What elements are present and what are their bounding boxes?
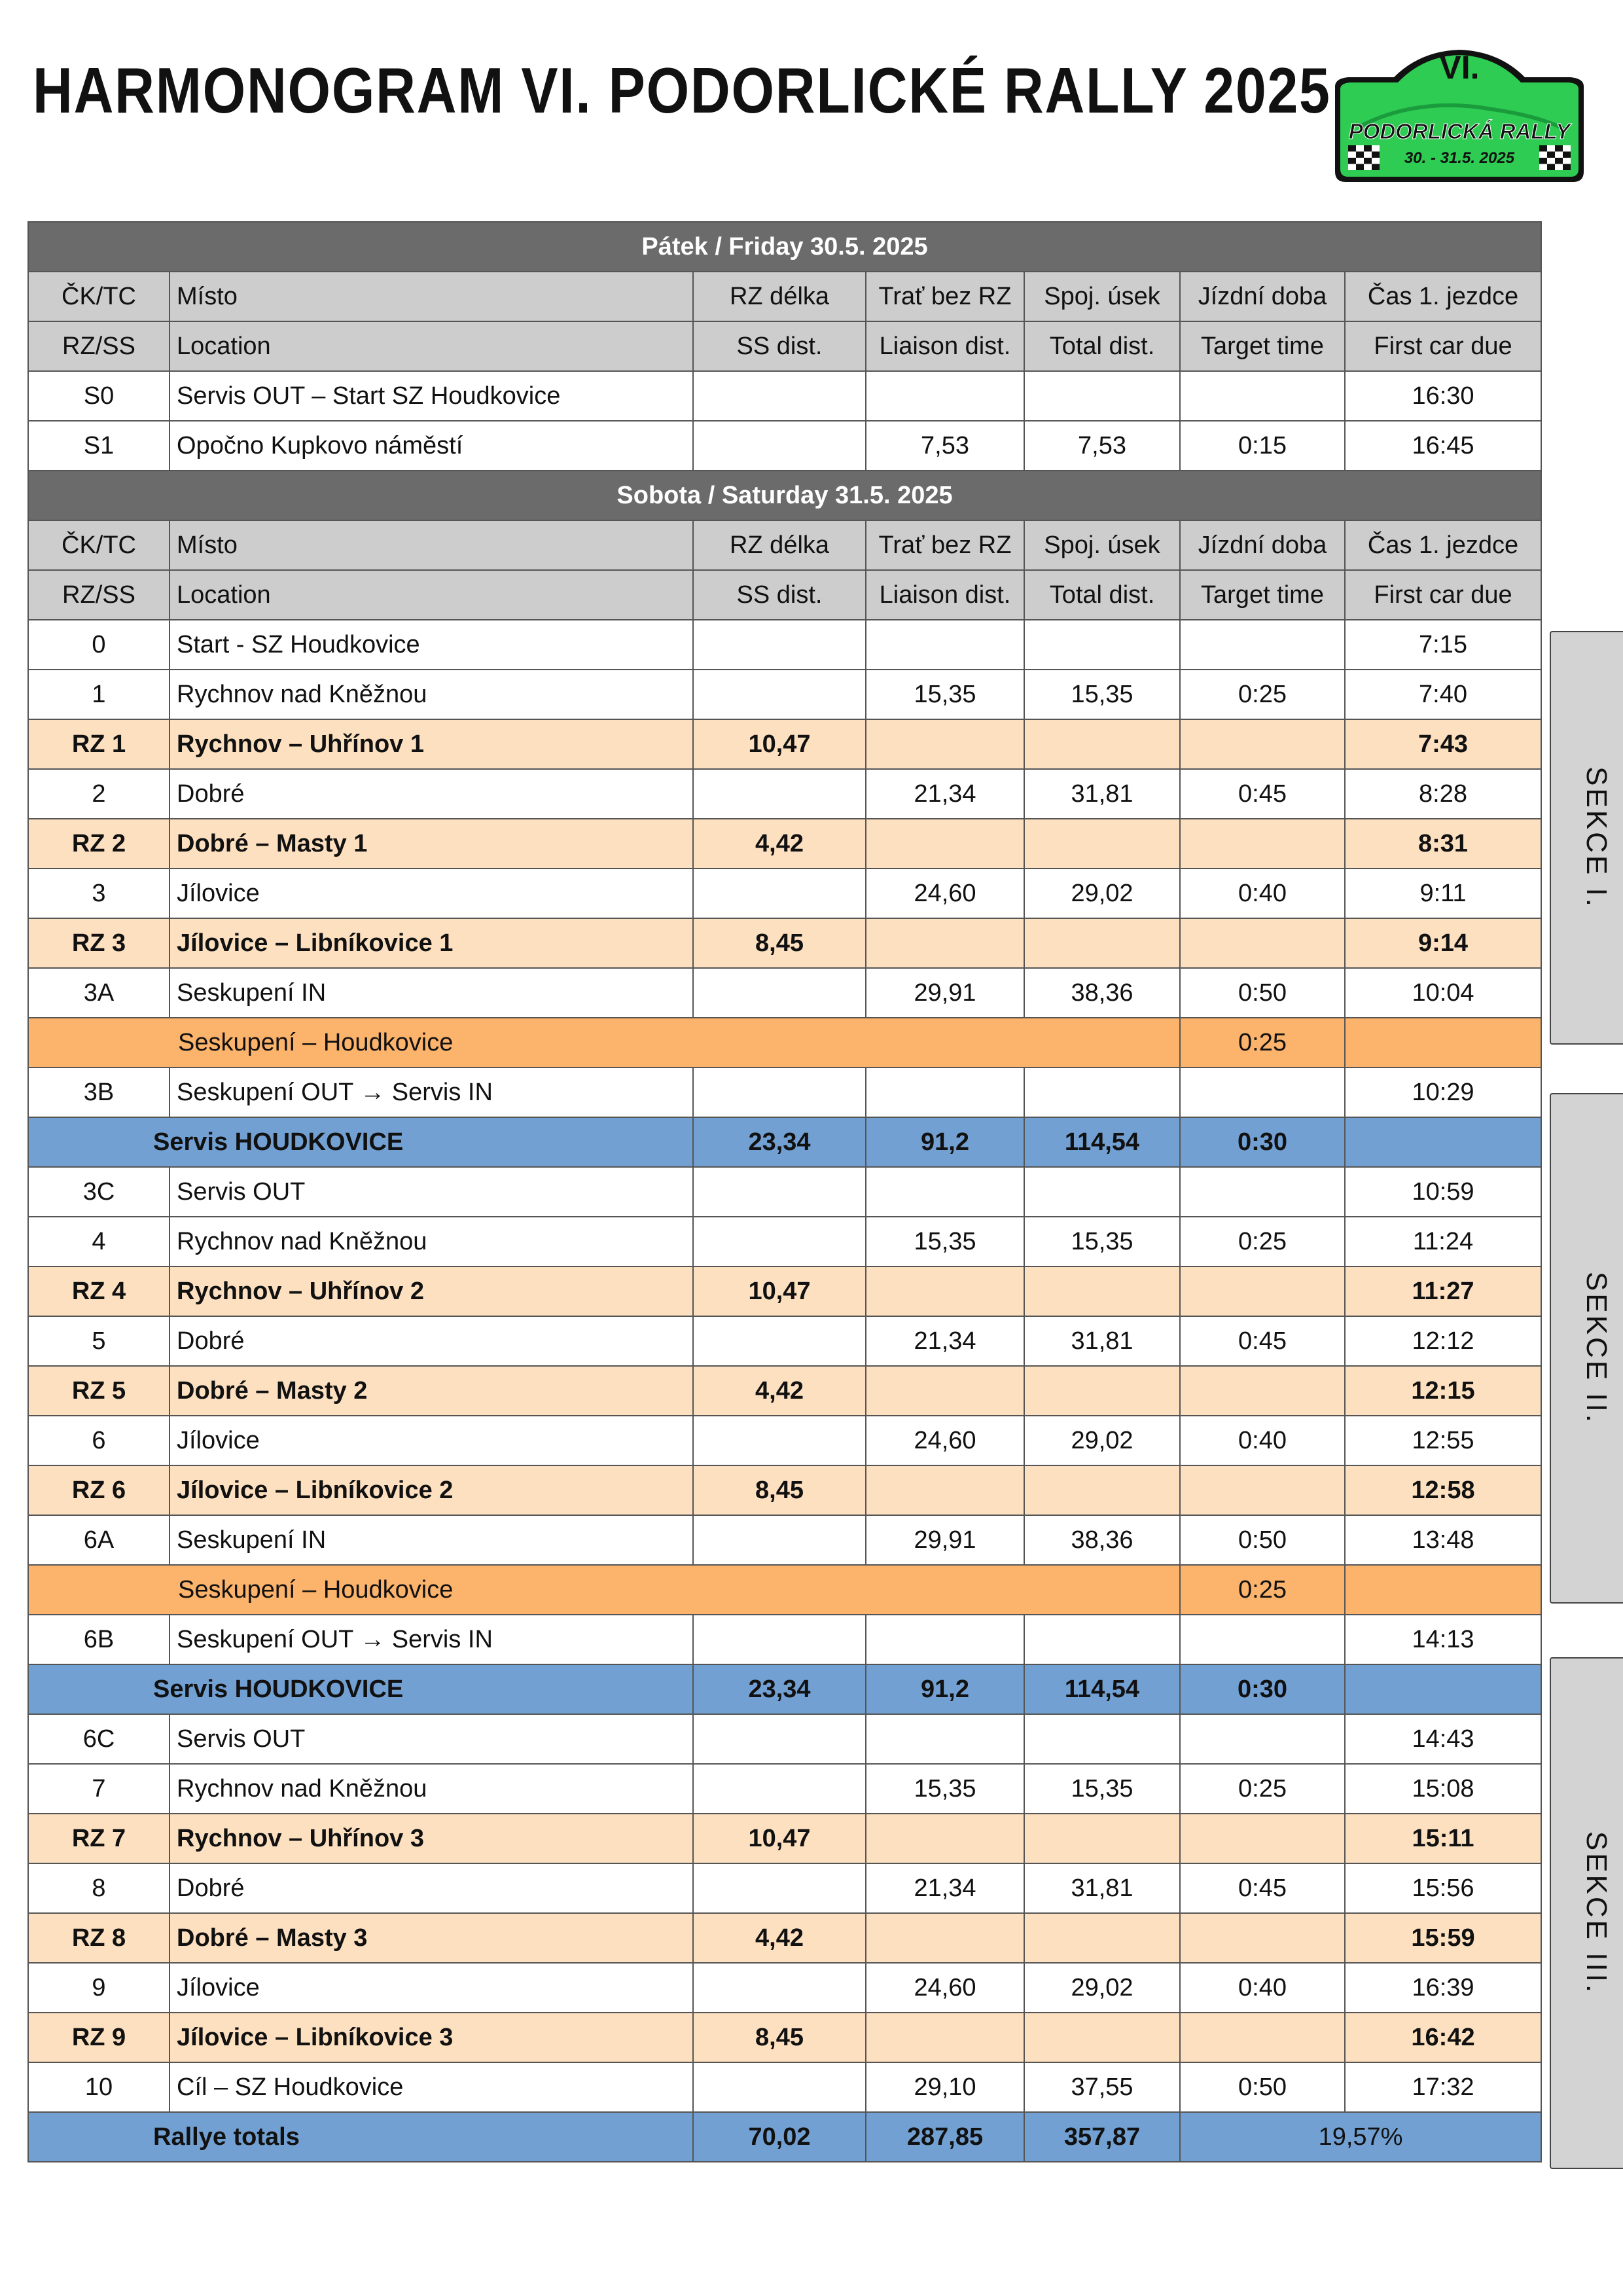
table-cell	[1024, 1067, 1180, 1117]
table-cell	[866, 371, 1024, 421]
table-cell	[1024, 371, 1180, 421]
table-cell: Rychnov nad Kněžnou	[169, 1217, 693, 1266]
table-cell: RZ 1	[28, 719, 169, 769]
table-cell	[1180, 1067, 1345, 1117]
table-cell: First car due	[1345, 570, 1541, 620]
table-cell: Jílovice – Libníkovice 2	[169, 1465, 693, 1515]
table-cell: RZ délka	[693, 272, 866, 321]
table-cell: Liaison dist.	[866, 570, 1024, 620]
table-cell: Dobré	[169, 1316, 693, 1366]
table-cell: Rychnov – Uhřínov 1	[169, 719, 693, 769]
table-cell: 4	[28, 1217, 169, 1266]
table-cell: 9	[28, 1963, 169, 2013]
table-cell: SS dist.	[693, 321, 866, 371]
table-cell: 14:13	[1345, 1615, 1541, 1664]
table-cell: Místo	[169, 272, 693, 321]
table-cell: Seskupení OUT → Servis IN	[169, 1615, 693, 1664]
table-cell: 6	[28, 1416, 169, 1465]
table-cell: Servis OUT	[169, 1714, 693, 1764]
table-row	[28, 1615, 1541, 1664]
table-cell	[866, 1167, 1024, 1217]
totals-row	[28, 2112, 1541, 2162]
table-cell: 15,35	[1024, 1764, 1180, 1814]
table-row	[28, 371, 1541, 421]
table-cell	[866, 918, 1024, 968]
table-cell: 16:39	[1345, 1963, 1541, 2013]
table-row	[28, 1416, 1541, 1465]
table-cell	[1180, 819, 1345, 869]
table-cell: S1	[28, 421, 169, 471]
table-cell: 3B	[28, 1067, 169, 1117]
table-cell: 29,91	[866, 1515, 1024, 1565]
table-cell: 0:45	[1180, 769, 1345, 819]
table-cell: 0:50	[1180, 2062, 1345, 2112]
table-cell: 4,42	[693, 819, 866, 869]
table-cell: Čas 1. jezdce	[1345, 520, 1541, 570]
table-cell	[866, 1814, 1024, 1863]
table-cell	[1024, 1366, 1180, 1416]
special-stage-row	[28, 1465, 1541, 1515]
table-cell: 16:45	[1345, 421, 1541, 471]
table-cell: 31,81	[1024, 769, 1180, 819]
table-cell: 9:11	[1345, 869, 1541, 918]
table-cell: Seskupení OUT → Servis IN	[169, 1067, 693, 1117]
table-cell	[1180, 620, 1345, 670]
section-label-3: SEKCE III.	[1550, 1657, 1623, 2169]
table-cell: RZ 9	[28, 2013, 169, 2062]
logo-edition: VI.	[1439, 49, 1480, 86]
table-cell: Total dist.	[1024, 321, 1180, 371]
table-cell: 0:45	[1180, 1863, 1345, 1913]
column-header-row	[28, 321, 1541, 371]
table-cell: Dobré – Masty 1	[169, 819, 693, 869]
table-row	[28, 620, 1541, 670]
column-header-row	[28, 272, 1541, 321]
table-cell: 7:15	[1345, 620, 1541, 670]
table-cell	[1345, 1664, 1541, 1714]
table-cell: 4,42	[693, 1366, 866, 1416]
table-cell: 1	[28, 670, 169, 719]
table-cell: 23,34	[693, 1664, 866, 1714]
table-cell: Total dist.	[1024, 570, 1180, 620]
table-row	[28, 1515, 1541, 1565]
table-cell: 0:40	[1180, 1963, 1345, 2013]
table-cell	[693, 769, 866, 819]
table-cell: Cíl – SZ Houdkovice	[169, 2062, 693, 2112]
column-header-row	[28, 570, 1541, 620]
table-cell	[693, 1217, 866, 1266]
table-cell: Servis OUT	[169, 1167, 693, 1217]
table-cell: 70,02	[693, 2112, 866, 2162]
table-cell: 29,10	[866, 2062, 1024, 2112]
table-cell: 29,02	[1024, 1963, 1180, 2013]
table-cell: 10,47	[693, 1266, 866, 1316]
table-cell	[1024, 1913, 1180, 1963]
table-cell	[866, 1266, 1024, 1316]
column-header-row	[28, 520, 1541, 570]
table-cell: RZ 3	[28, 918, 169, 968]
table-cell	[866, 1615, 1024, 1664]
table-cell: Jílovice	[169, 1416, 693, 1465]
table-cell	[1180, 918, 1345, 968]
table-cell	[693, 371, 866, 421]
table-cell: RZ 2	[28, 819, 169, 869]
table-cell: Dobré	[169, 769, 693, 819]
table-cell	[1180, 2013, 1345, 2062]
table-cell	[1024, 1167, 1180, 1217]
table-cell: 7:40	[1345, 670, 1541, 719]
table-cell: 8,45	[693, 918, 866, 968]
logo-dates: 30. - 31.5. 2025	[1404, 149, 1515, 167]
table-cell: 3A	[28, 968, 169, 1018]
table-cell	[693, 1416, 866, 1465]
table-cell	[693, 1515, 866, 1565]
table-cell: Rychnov – Uhřínov 2	[169, 1266, 693, 1316]
table-cell: RZ/SS	[28, 321, 169, 371]
table-cell: Rychnov nad Kněžnou	[169, 670, 693, 719]
table-cell: Target time	[1180, 570, 1345, 620]
table-cell	[1180, 371, 1345, 421]
logo-name: PODORLICKÁ RALLY	[1348, 119, 1571, 143]
table-cell	[693, 620, 866, 670]
table-cell: Místo	[169, 520, 693, 570]
table-cell	[1024, 1714, 1180, 1764]
table-row	[28, 769, 1541, 819]
table-cell: 8,45	[693, 2013, 866, 2062]
table-cell	[866, 2013, 1024, 2062]
table-cell: 0:30	[1180, 1664, 1345, 1714]
table-cell: S0	[28, 371, 169, 421]
table-cell: 7,53	[866, 421, 1024, 471]
checkered-flag-icon	[1539, 145, 1571, 170]
table-cell: 37,55	[1024, 2062, 1180, 2112]
day-header-row	[28, 222, 1541, 272]
table-cell: 7:43	[1345, 719, 1541, 769]
table-cell: 6B	[28, 1615, 169, 1664]
table-cell: Seskupení IN	[169, 1515, 693, 1565]
table-cell: 19,57%	[1180, 2112, 1541, 2162]
table-row	[28, 1217, 1541, 1266]
table-cell: 0:50	[1180, 1515, 1345, 1565]
table-cell: 0:40	[1180, 1416, 1345, 1465]
table-cell: 7	[28, 1764, 169, 1814]
page-title: HARMONOGRAM VI. PODORLICKÉ RALLY 2025	[33, 54, 1331, 126]
service-row	[28, 1664, 1541, 1714]
table-cell	[693, 1167, 866, 1217]
table-cell: 15:56	[1345, 1863, 1541, 1913]
checkered-flag-icon	[1348, 145, 1380, 170]
table-cell: RZ 5	[28, 1366, 169, 1416]
table-cell	[693, 421, 866, 471]
table-cell: 23,34	[693, 1117, 866, 1167]
table-cell	[1345, 1117, 1541, 1167]
table-cell: Trať bez RZ	[866, 272, 1024, 321]
table-cell: Location	[169, 321, 693, 371]
table-cell: 13:48	[1345, 1515, 1541, 1565]
table-cell: 114,54	[1024, 1664, 1180, 1714]
table-cell: Opočno Kupkovo náměstí	[169, 421, 693, 471]
table-cell: Pátek / Friday 30.5. 2025	[28, 222, 1541, 272]
table-cell	[693, 1863, 866, 1913]
table-cell: 0:40	[1180, 869, 1345, 918]
table-cell: 357,87	[1024, 2112, 1180, 2162]
table-cell: Jílovice – Libníkovice 1	[169, 918, 693, 968]
table-cell: 4,42	[693, 1913, 866, 1963]
table-cell	[693, 1764, 866, 1814]
table-cell	[693, 1963, 866, 2013]
table-cell: 31,81	[1024, 1863, 1180, 1913]
table-cell: 31,81	[1024, 1316, 1180, 1366]
table-cell: SS dist.	[693, 570, 866, 620]
table-cell: 29,02	[1024, 1416, 1180, 1465]
table-row	[28, 968, 1541, 1018]
table-cell: 15,35	[866, 1764, 1024, 1814]
table-cell	[1180, 1913, 1345, 1963]
table-cell: 114,54	[1024, 1117, 1180, 1167]
table-cell: 15:11	[1345, 1814, 1541, 1863]
regroup-row	[28, 1565, 1541, 1615]
table-cell: 38,36	[1024, 968, 1180, 1018]
table-cell: 0:25	[1180, 1217, 1345, 1266]
table-row	[28, 1067, 1541, 1117]
table-row	[28, 869, 1541, 918]
table-cell: 3	[28, 869, 169, 918]
table-row	[28, 421, 1541, 471]
table-cell	[1180, 1465, 1345, 1515]
table-cell: Dobré – Masty 3	[169, 1913, 693, 1963]
special-stage-row	[28, 719, 1541, 769]
table-cell	[693, 968, 866, 1018]
table-cell	[1024, 620, 1180, 670]
table-cell: 10:29	[1345, 1067, 1541, 1117]
table-cell	[1180, 1167, 1345, 1217]
table-cell: RZ 4	[28, 1266, 169, 1316]
table-row	[28, 1963, 1541, 2013]
section-label-1: SEKCE I.	[1550, 631, 1623, 1045]
regroup-row	[28, 1018, 1541, 1067]
table-cell: 91,2	[866, 1117, 1024, 1167]
table-cell	[1024, 1615, 1180, 1664]
table-cell: 16:30	[1345, 371, 1541, 421]
service-row	[28, 1117, 1541, 1167]
table-cell: Sobota / Saturday 31.5. 2025	[28, 471, 1541, 520]
table-cell: RZ 8	[28, 1913, 169, 1963]
table-cell: 10	[28, 2062, 169, 2112]
table-cell: 12:12	[1345, 1316, 1541, 1366]
table-cell: RZ 7	[28, 1814, 169, 1863]
table-cell: ČK/TC	[28, 520, 169, 570]
table-cell	[866, 719, 1024, 769]
table-cell	[1024, 819, 1180, 869]
table-cell	[1024, 1465, 1180, 1515]
table-cell: 0:25	[1180, 1764, 1345, 1814]
table-cell: RZ délka	[693, 520, 866, 570]
table-cell: 29,02	[1024, 869, 1180, 918]
table-row	[28, 1316, 1541, 1366]
section-label-2: SEKCE II.	[1550, 1093, 1623, 1604]
table-cell	[1024, 719, 1180, 769]
rally-logo	[1322, 47, 1597, 186]
table-cell: RZ/SS	[28, 570, 169, 620]
table-cell: 6C	[28, 1714, 169, 1764]
table-cell: 15,35	[866, 1217, 1024, 1266]
table-cell: 16:42	[1345, 2013, 1541, 2062]
table-cell: 0:15	[1180, 421, 1345, 471]
table-cell: Servis HOUDKOVICE	[28, 1664, 693, 1714]
table-cell: 10,47	[693, 1814, 866, 1863]
table-cell	[1024, 918, 1180, 968]
table-cell: Seskupení – Houdkovice	[28, 1018, 1180, 1067]
table-cell: Trať bez RZ	[866, 520, 1024, 570]
table-cell: Rallye totals	[28, 2112, 693, 2162]
table-cell	[693, 2062, 866, 2112]
table-cell: 10:04	[1345, 968, 1541, 1018]
table-cell: 12:58	[1345, 1465, 1541, 1515]
table-cell: ČK/TC	[28, 272, 169, 321]
table-cell: 6A	[28, 1515, 169, 1565]
table-cell: 10:59	[1345, 1167, 1541, 1217]
table-cell: Jílovice	[169, 1963, 693, 2013]
table-cell	[1180, 1615, 1345, 1664]
table-cell	[866, 1913, 1024, 1963]
table-cell	[1345, 1018, 1541, 1067]
table-cell: Location	[169, 570, 693, 620]
table-cell	[693, 670, 866, 719]
table-cell: Jílovice	[169, 869, 693, 918]
table-cell: 0	[28, 620, 169, 670]
special-stage-row	[28, 1366, 1541, 1416]
table-cell: 0:25	[1180, 1565, 1345, 1615]
table-cell	[693, 1714, 866, 1764]
table-cell: Jízdní doba	[1180, 272, 1345, 321]
table-row	[28, 1863, 1541, 1913]
table-cell: 24,60	[866, 1416, 1024, 1465]
table-cell: Seskupení IN	[169, 968, 693, 1018]
table-cell: 91,2	[866, 1664, 1024, 1714]
table-cell: 15,35	[1024, 670, 1180, 719]
table-cell: Rychnov nad Kněžnou	[169, 1764, 693, 1814]
table-cell	[1024, 2013, 1180, 2062]
table-cell: 0:45	[1180, 1316, 1345, 1366]
table-cell	[1024, 1266, 1180, 1316]
table-cell: 8,45	[693, 1465, 866, 1515]
table-cell	[693, 1067, 866, 1117]
table-row	[28, 1167, 1541, 1217]
table-cell: Spoj. úsek	[1024, 520, 1180, 570]
table-cell: 0:30	[1180, 1117, 1345, 1167]
table-cell: First car due	[1345, 321, 1541, 371]
table-cell: Dobré	[169, 1863, 693, 1913]
table-cell: Servis OUT – Start SZ Houdkovice	[169, 371, 693, 421]
table-cell	[866, 1366, 1024, 1416]
table-cell: Servis HOUDKOVICE	[28, 1117, 693, 1167]
table-cell: Dobré – Masty 2	[169, 1366, 693, 1416]
table-cell: 15,35	[866, 670, 1024, 719]
table-cell: Čas 1. jezdce	[1345, 272, 1541, 321]
table-cell: 287,85	[866, 2112, 1024, 2162]
table-row	[28, 1764, 1541, 1814]
table-cell: 0:25	[1180, 1018, 1345, 1067]
table-cell	[866, 620, 1024, 670]
table-cell: 21,34	[866, 769, 1024, 819]
table-cell: 2	[28, 769, 169, 819]
table-cell: Jízdní doba	[1180, 520, 1345, 570]
table-cell: 12:15	[1345, 1366, 1541, 1416]
table-cell: 38,36	[1024, 1515, 1180, 1565]
table-cell: Target time	[1180, 321, 1345, 371]
special-stage-row	[28, 2013, 1541, 2062]
table-cell: Seskupení – Houdkovice	[28, 1565, 1180, 1615]
table-cell	[693, 1316, 866, 1366]
table-cell: 15:08	[1345, 1764, 1541, 1814]
special-stage-row	[28, 1266, 1541, 1316]
schedule-table	[27, 221, 1542, 2162]
table-row	[28, 1714, 1541, 1764]
table-cell: 24,60	[866, 869, 1024, 918]
table-cell	[1180, 1814, 1345, 1863]
special-stage-row	[28, 1913, 1541, 1963]
table-cell: 17:32	[1345, 2062, 1541, 2112]
table-cell: 15,35	[1024, 1217, 1180, 1266]
table-cell: 5	[28, 1316, 169, 1366]
table-cell	[1180, 1266, 1345, 1316]
table-cell: 12:55	[1345, 1416, 1541, 1465]
table-cell	[1345, 1565, 1541, 1615]
day-header-row	[28, 471, 1541, 520]
table-cell	[1180, 1366, 1345, 1416]
table-cell: Rychnov – Uhřínov 3	[169, 1814, 693, 1863]
table-cell: Liaison dist.	[866, 321, 1024, 371]
table-cell	[866, 1714, 1024, 1764]
table-row	[28, 2062, 1541, 2112]
table-cell: 29,91	[866, 968, 1024, 1018]
table-cell: 7,53	[1024, 421, 1180, 471]
table-cell: 24,60	[866, 1963, 1024, 2013]
table-cell: 8:31	[1345, 819, 1541, 869]
table-cell: 8:28	[1345, 769, 1541, 819]
table-cell: 21,34	[866, 1863, 1024, 1913]
table-cell	[1180, 1714, 1345, 1764]
table-cell: 15:59	[1345, 1913, 1541, 1963]
table-cell: 0:25	[1180, 670, 1345, 719]
table-cell: 11:27	[1345, 1266, 1541, 1316]
table-cell: Jílovice – Libníkovice 3	[169, 2013, 693, 2062]
table-cell: 10,47	[693, 719, 866, 769]
table-cell: 8	[28, 1863, 169, 1913]
table-cell: RZ 6	[28, 1465, 169, 1515]
table-cell: 0:50	[1180, 968, 1345, 1018]
table-cell	[1180, 719, 1345, 769]
table-cell	[693, 1615, 866, 1664]
table-cell	[693, 869, 866, 918]
table-cell	[866, 819, 1024, 869]
table-cell	[866, 1465, 1024, 1515]
special-stage-row	[28, 918, 1541, 968]
table-cell: 14:43	[1345, 1714, 1541, 1764]
table-cell: 3C	[28, 1167, 169, 1217]
table-cell: Start - SZ Houdkovice	[169, 620, 693, 670]
table-cell: 21,34	[866, 1316, 1024, 1366]
table-cell	[1024, 1814, 1180, 1863]
special-stage-row	[28, 1814, 1541, 1863]
table-row	[28, 670, 1541, 719]
special-stage-row	[28, 819, 1541, 869]
table-cell: 11:24	[1345, 1217, 1541, 1266]
table-cell	[866, 1067, 1024, 1117]
table-cell: 9:14	[1345, 918, 1541, 968]
table-cell: Spoj. úsek	[1024, 272, 1180, 321]
